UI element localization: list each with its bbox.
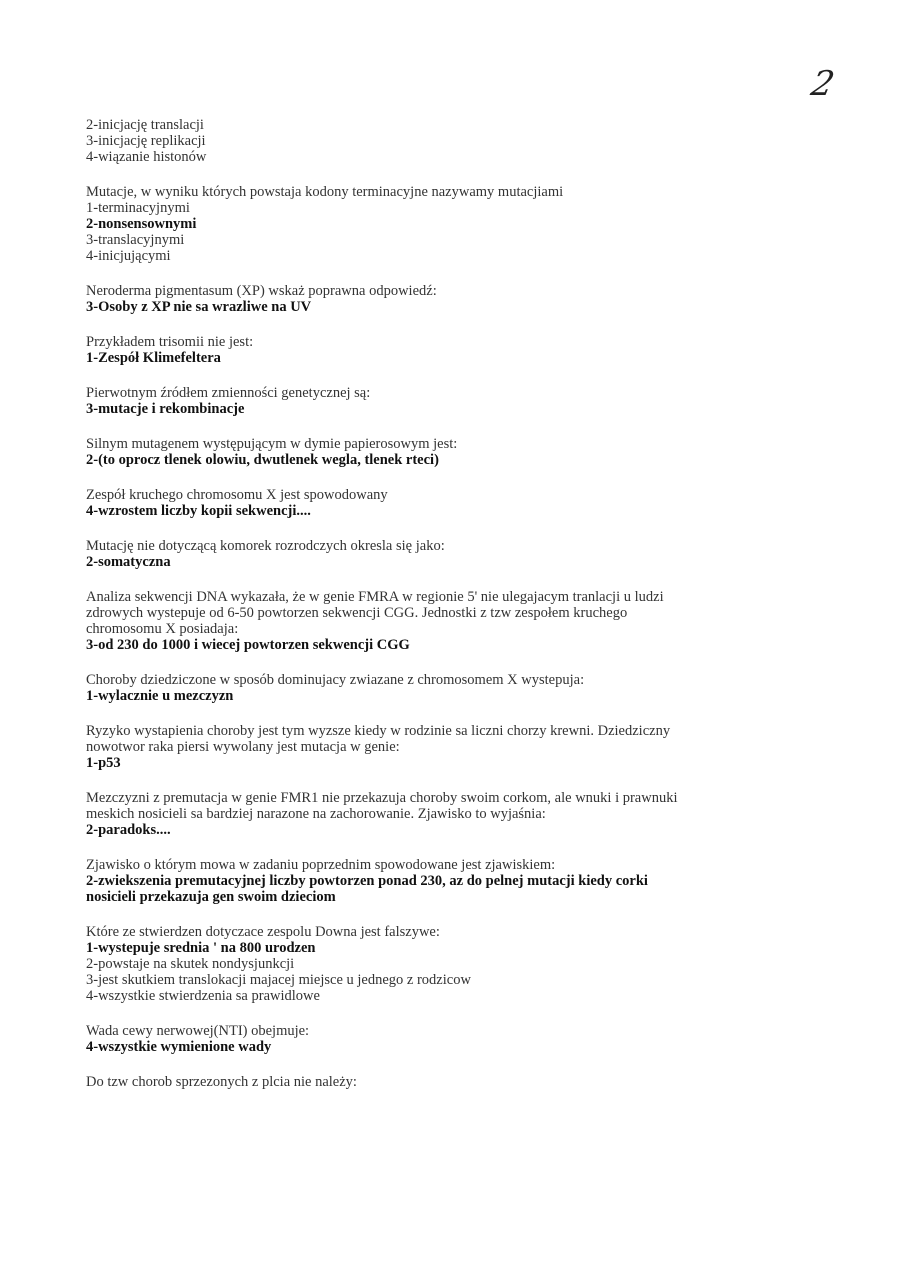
text-line: Zespół kruchego chromosomu X jest spowodowany [86,487,388,503]
text-line: 3-translacyjnymi [86,232,185,248]
question-block [86,117,886,165]
text-line: 4-inicjującymi [86,248,171,264]
answer-line: 3-mutacje i rekombinacje [86,401,245,417]
answer-line: 2-zwiekszenia premutacyjnej liczby powtorzen ponad 230, az do pelnej mutacji kiedy corki [86,873,648,889]
text-line: zdrowych wystepuje od 6-50 powtorzen sekwencji CGG. Jednostki z tzw zespołem kruchego [86,605,628,621]
text-line: Które ze stwierdzen dotyczace zespolu Downa jest falszywe: [86,924,440,940]
text-line: nowotwor raka piersi wywolany jest mutacja w genie: [86,739,400,755]
text-line: Pierwotnym źródłem zmienności genetycznej są: [86,385,371,401]
answer-line: 1-Zespół Klimefeltera [86,350,221,366]
text-line: 3-jest skutkiem translokacji majacej miejsce u jednego z rodzicow [86,972,471,988]
text-line: Neroderma pigmentasum (XP) wskaż poprawna odpowiedź: [86,283,437,299]
text-line: Mezczyzni z premutacja w genie FMR1 nie przekazuja choroby swoim corkom, ale wnuki i prawnuki [86,790,678,806]
text-line: chromosomu X posiadaja: [86,621,239,637]
text-line: Do tzw chorob sprzezonych z plcia nie należy: [86,1074,357,1090]
text-line: Mutację nie dotyczącą komorek rozrodczych okresla się jako: [86,538,445,554]
text-line: Ryzyko wystapienia choroby jest tym wyzsze kiedy w rodzinie sa liczni chorzy krewni. Dziedziczny [86,723,671,739]
text-line: 4-wszystkie stwierdzenia sa prawidlowe [86,988,320,1004]
document-body [86,117,886,1109]
text-line: meskich nosicieli sa bardziej narazone na zachorowanie. Zjawisko to wyjaśnia: [86,806,546,822]
question-block [86,589,886,653]
question-block [86,283,886,315]
answer-line: 2-paradoks.... [86,822,171,838]
text-line: Zjawisko o którym mowa w zadaniu poprzednim spowodowane jest zjawiskiem: [86,857,556,873]
answer-line: 3-od 230 do 1000 i wiecej powtorzen sekwencji CGG [86,637,410,653]
text-line: 4-wiązanie histonów [86,149,207,165]
answer-line: 2-somatyczna [86,554,171,570]
text-line: Wada cewy nerwowej(NTI) obejmuje: [86,1023,310,1039]
text-line: 2-powstaje na skutek nondysjunkcji [86,956,295,972]
text-line: Silnym mutagenem występującym w dymie papierosowym jest: [86,436,458,452]
text-line: Przykładem trisomii nie jest: [86,334,254,350]
answer-line: 2-nonsensownymi [86,216,197,232]
answer-line: 4-wzrostem liczby kopii sekwencji.... [86,503,311,519]
question-block [86,924,886,1004]
text-line: Mutacje, w wyniku których powstaja kodony terminacyjne nazywamy mutacjiami [86,184,564,200]
question-block [86,436,886,468]
question-block [86,184,886,264]
question-block [86,1023,886,1055]
answer-line: 1-wylacznie u mezczyzn [86,688,234,704]
question-block [86,487,886,519]
answer-line: 3-Osoby z XP nie sa wrazliwe na UV [86,299,312,315]
page-number: 2 [807,64,838,104]
answer-line: nosicieli przekazuja gen swoim dzieciom [86,889,336,905]
question-block [86,672,886,704]
question-block [86,1074,886,1090]
text-line: Analiza sekwencji DNA wykazała, że w genie FMRA w regionie 5' nie ulegajacym tranlacji u ludzi [86,589,664,605]
text-line: 1-terminacyjnymi [86,200,190,216]
question-block [86,790,886,838]
question-block [86,385,886,417]
question-block [86,334,886,366]
answer-line: 4-wszystkie wymienione wady [86,1039,272,1055]
text-line: 3-inicjację replikacji [86,133,206,149]
question-block [86,857,886,905]
text-line: 2-inicjację translacji [86,117,204,133]
question-block [86,538,886,570]
answer-line: 2-(to oprocz tlenek olowiu, dwutlenek wegla, tlenek rteci) [86,452,439,468]
answer-line: 1-p53 [86,755,121,771]
answer-line: 1-wystepuje srednia ' na 800 urodzen [86,940,316,956]
text-line: Choroby dziedziczone w sposób dominujacy zwiazane z chromosomem X wystepuja: [86,672,585,688]
question-block [86,723,886,771]
